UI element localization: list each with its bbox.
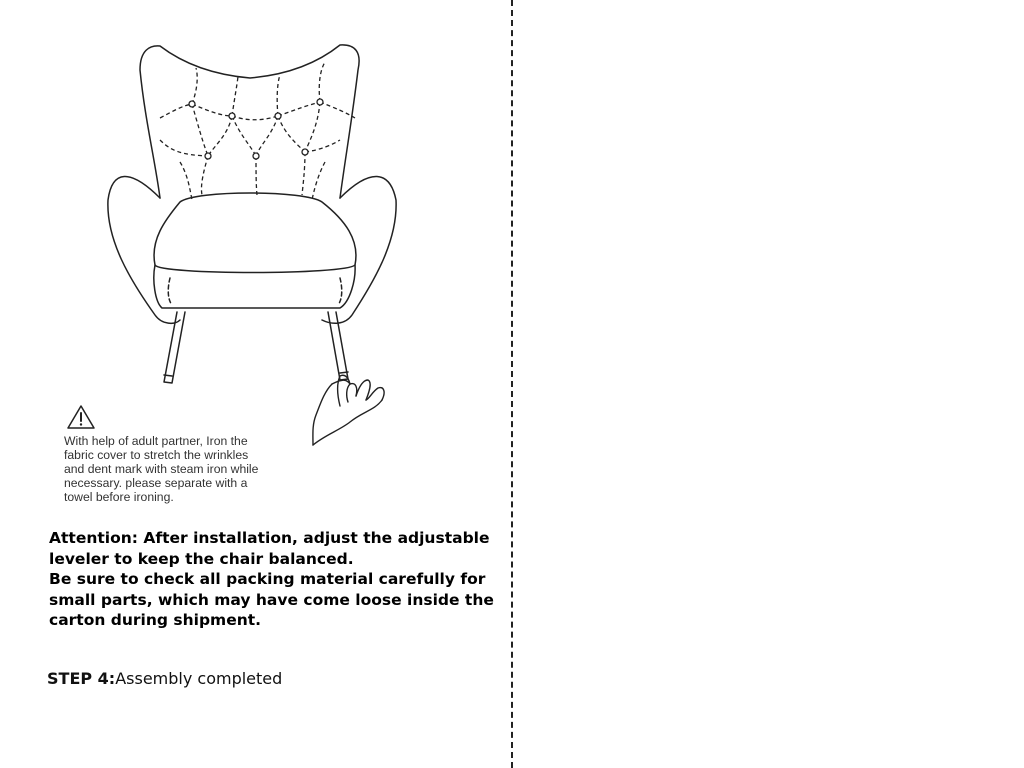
attention-leveler-text: Attention: After installation, adjust the adjustable leveler to keep the chair balanced. [49,529,490,568]
warning-line: necessary. please separate with a [64,476,248,490]
warning-line: With help of adult partner, Iron the [64,434,248,448]
ironing-warning-text [64,434,314,504]
hand-adjusting-leg-icon [313,375,384,445]
warning-line: and dent mark with steam iron while [64,462,259,476]
chair-illustration [100,40,400,450]
step-caption [47,668,282,690]
attention-packing-text: Be sure to check all packing material carefully for small parts, which may have come loose inside the carton during shipment. [49,570,494,629]
warning-line: towel before ironing. [64,490,174,504]
warning-triangle-icon [66,404,96,430]
page-divider [511,0,513,768]
attention-notice [49,528,499,631]
warning-line: fabric cover to stretch the wrinkles [64,448,249,462]
step-label: STEP 4: [47,669,116,688]
step-text: Assembly completed [115,669,283,688]
